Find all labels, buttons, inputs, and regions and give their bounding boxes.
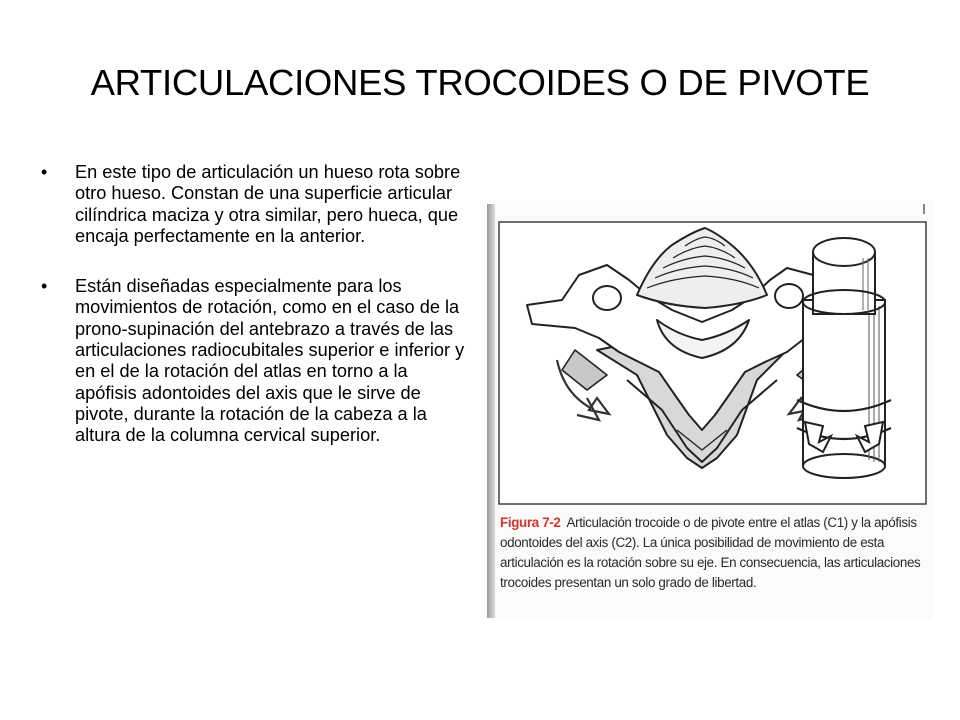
- slide-title: ARTICULACIONES TROCOIDES O DE PIVOTE: [90, 62, 870, 103]
- bullet-text: En este tipo de articulación un hueso rota sobre otro hueso. Constan de una superficie articular cilíndrica maciza y otra similar, pero hueca, que encaja perfectamente en la anterior.: [75, 162, 461, 246]
- bullet-item: [40, 276, 465, 446]
- figure-caption: [500, 513, 928, 593]
- bullet-item: [40, 162, 465, 247]
- bullet-text: Están diseñadas especialmente para los movimientos de rotación, como en el caso de la prono-supinación del antebrazo a través de las articulaciones radiocubitales superior e inferior y en el de la rotación del atlas en torno a la apófisis adontoides del axis que le sirve de pivote, durante la rotación de la cabeza a la altura de la columna cervical superior.: [75, 276, 465, 446]
- figure-label: Figura 7-2: [500, 515, 561, 530]
- figure-image: [487, 200, 933, 620]
- bullet-list: [40, 162, 465, 476]
- page-mark: [923, 204, 925, 214]
- figure-caption-text: Articulación trocoide o de pivote entre el atlas (C1) y la apófisis odontoides del axis (C2). La única posibilidad de movimiento de esta articulación es la rotación sobre su eje. En consecuencia, las articulaciones trocoides presentan un solo grado de libertad.: [500, 515, 921, 590]
- bullet-dot-icon: •: [41, 162, 48, 182]
- bullet-dot-icon: •: [41, 276, 48, 297]
